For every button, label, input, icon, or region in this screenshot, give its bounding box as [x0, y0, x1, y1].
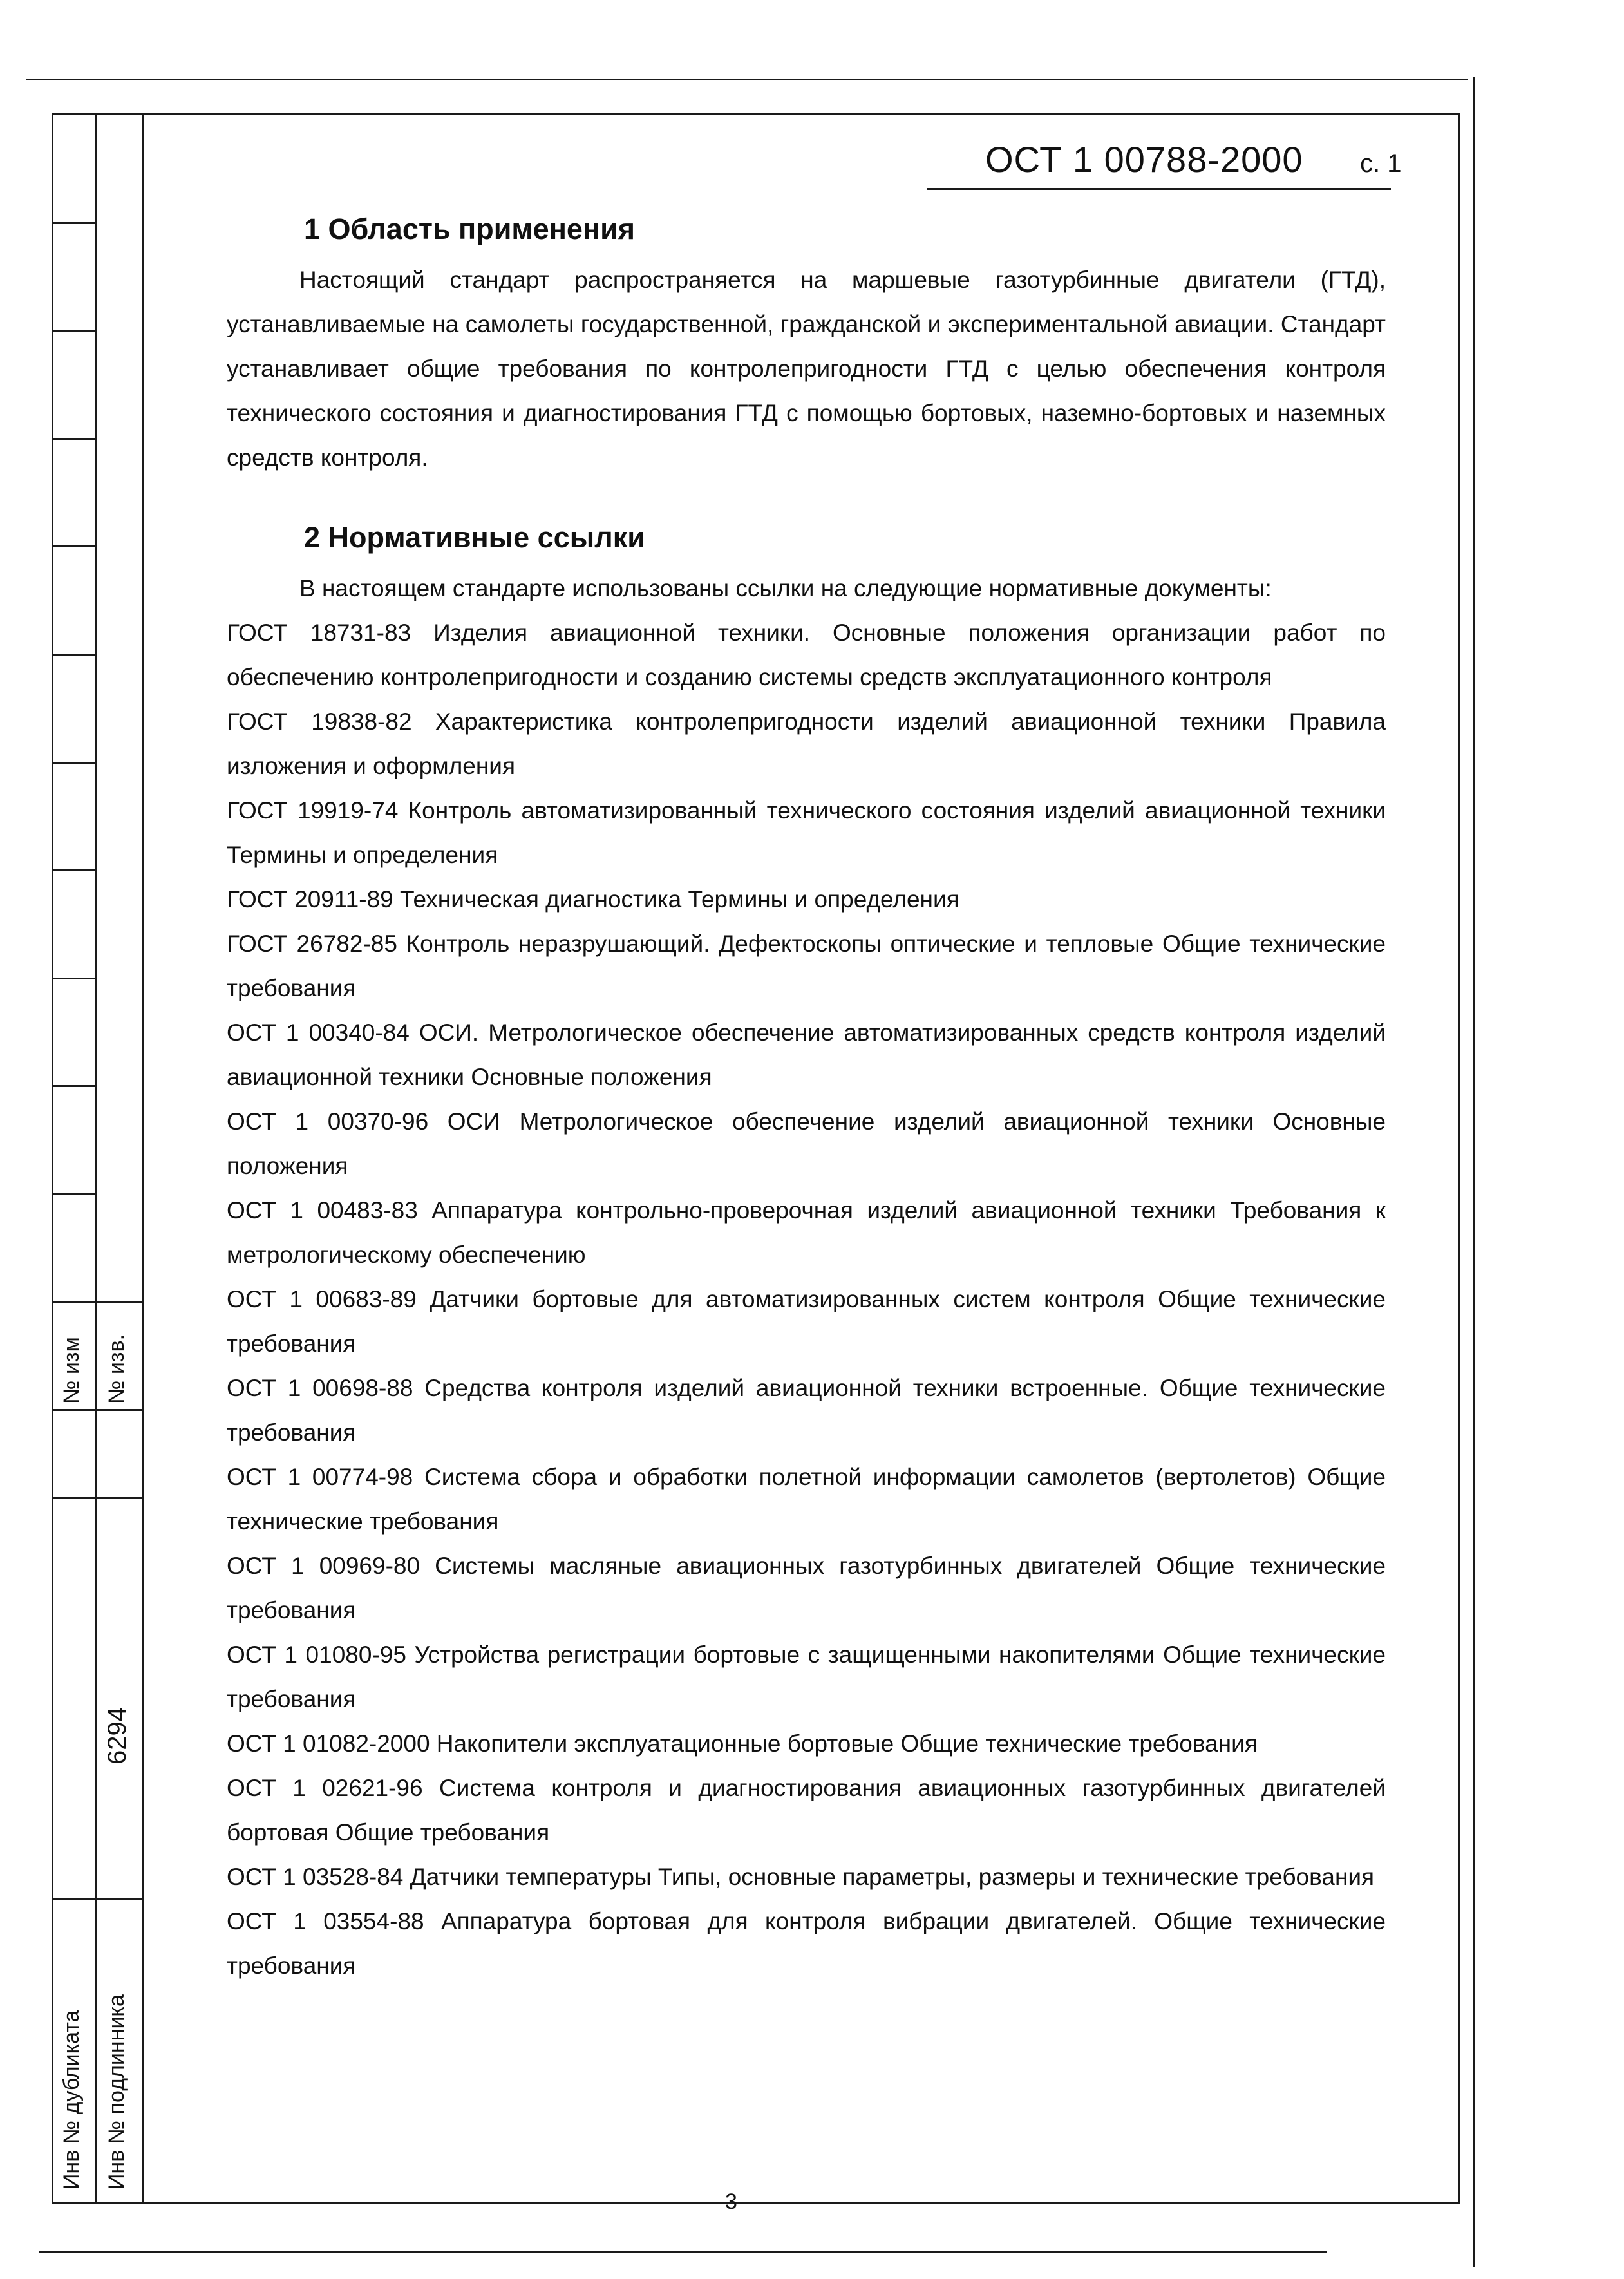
- strip-tick: [52, 869, 97, 871]
- frame-top: [52, 113, 1460, 115]
- reference-item: ГОСТ 18731-83 Изделия авиационной техники. Основные положения организации работ по обеспечению контролепригодности и созданию системы средств эксплуатационного контроля: [227, 619, 1386, 690]
- reference-item: ГОСТ 20911-89 Техническая диагностика Термины и определения: [227, 886, 959, 913]
- frame-strip-divider: [95, 113, 97, 2203]
- strip-tick: [52, 1193, 97, 1195]
- reference-item: ОСТ 1 00683-89 Датчики бортовые для автоматизированных систем контроля Общие технические требования: [227, 1286, 1386, 1357]
- section-1-text: Настоящий стандарт распространяется на маршевые газотурбинные двигатели (ГТД), устанавливаемые на самолеты государственной, гражданской и экспериментальной авиации. Стандарт устанавливает общие требования по контролепригодности ГТД с целью обеспечения контроля технического состояния и диагностирования ГТД с помощью бортовых, наземно-бортовых и наземных средств контроля.: [227, 267, 1386, 471]
- strip-tick: [52, 1301, 143, 1303]
- section-2-title: 2 Нормативные ссылки: [304, 521, 645, 554]
- reference-item: ОСТ 1 02621-96 Система контроля и диагностирования авиационных газотурбинных двигателей бортовая Общие требования: [227, 1775, 1386, 1846]
- page-number: 3: [725, 2189, 737, 2214]
- strip-tick: [52, 222, 97, 224]
- strip-tick: [52, 545, 97, 547]
- section-1-title: 1 Область применения: [304, 213, 636, 245]
- inventory-number: 6294: [103, 1707, 131, 1764]
- reference-item: ОСТ 1 00483-83 Аппаратура контрольно-проверочная изделий авиационной техники Требования к метрологическому обеспечению: [227, 1197, 1386, 1268]
- reference-item: ОСТ 1 01080-95 Устройства регистрации бортовые с защищенными накопителями Общие технические требования: [227, 1641, 1386, 1712]
- reference-item: ОСТ 1 00340-84 ОСИ. Метрологическое обеспечение автоматизированных средств контроля изделий авиационной техники Основные положения: [227, 1019, 1386, 1090]
- frame-bottom: [52, 2202, 1460, 2204]
- frame-strip-right: [142, 113, 144, 2203]
- bottom-rule: [39, 2251, 1327, 2253]
- right-margin-rule: [1473, 77, 1475, 2267]
- strip-tick: [52, 1085, 97, 1087]
- strip-tick: [52, 438, 97, 440]
- strip-tick: [52, 1409, 143, 1411]
- reference-item: ОСТ 1 00698-88 Средства контроля изделий авиационной техники встроенные. Общие технические требования: [227, 1375, 1386, 1446]
- reference-item: ОСТ 1 00969-80 Системы масляные авиационных газотурбинных двигателей Общие технические требования: [227, 1553, 1386, 1623]
- reference-item: ГОСТ 26782-85 Контроль неразрушающий. Дефектоскопы оптические и тепловые Общие технические требования: [227, 931, 1386, 1001]
- strip-tick: [52, 1497, 143, 1499]
- reference-item: ГОСТ 19919-74 Контроль автоматизированный технического состояния изделий авиационной техники Термины и определения: [227, 797, 1386, 868]
- frame-left: [52, 113, 53, 2203]
- page-label: с. 1: [1360, 149, 1402, 178]
- reference-item: ОСТ 1 03528-84 Датчики температуры Типы, основные параметры, размеры и технические требования: [227, 1864, 1375, 1890]
- reference-item: ОСТ 1 01082-2000 Накопители эксплуатационные бортовые Общие технические требования: [227, 1730, 1258, 1757]
- orig-inventory-label: Инв № подлинника: [104, 1994, 129, 2189]
- top-rule: [26, 79, 1468, 80]
- reference-item: ОСТ 1 03554-88 Аппаратура бортовая для контроля вибрации двигателей. Общие технические требования: [227, 1908, 1386, 1979]
- strip-tick: [52, 762, 97, 764]
- dup-inventory-label: Инв № дубликата: [59, 2010, 84, 2189]
- references-intro: В настоящем стандарте использованы ссылки на следующие нормативные документы:: [299, 575, 1272, 601]
- document-body: [227, 213, 1386, 1988]
- strip-tick: [52, 1898, 143, 1900]
- strip-tick: [52, 978, 97, 979]
- frame-right: [1458, 113, 1460, 2203]
- strip-tick: [52, 330, 97, 332]
- reference-item: ОСТ 1 00370-96 ОСИ Метрологическое обеспечение изделий авиационной техники Основные положения: [227, 1108, 1386, 1179]
- reference-item: ГОСТ 19838-82 Характеристика контролепригодности изделий авиационной техники Правила изложения и оформления: [227, 708, 1386, 779]
- change-no-label: № изм: [59, 1337, 84, 1404]
- notice-no-label: № изв.: [104, 1334, 129, 1404]
- header-underline: [927, 188, 1391, 190]
- standard-code: ОСТ 1 00788-2000: [985, 139, 1303, 180]
- strip-tick: [52, 654, 97, 656]
- reference-item: ОСТ 1 00774-98 Система сбора и обработки полетной информации самолетов (вертолетов) Общие технические требования: [227, 1464, 1386, 1535]
